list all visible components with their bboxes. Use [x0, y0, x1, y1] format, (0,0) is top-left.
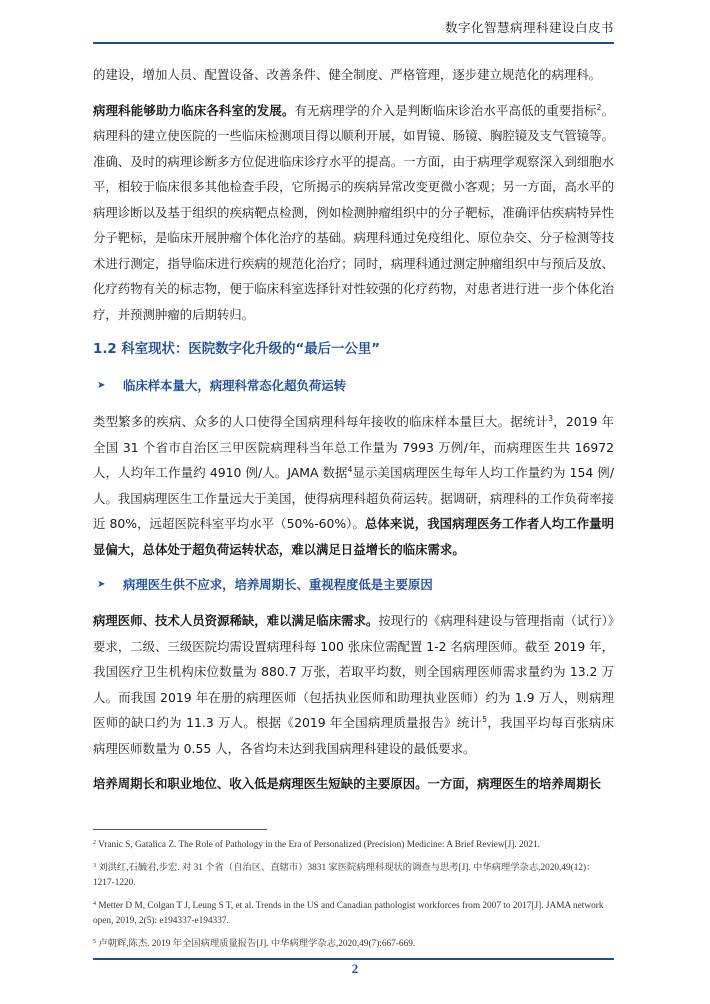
- footnote-ref: 2: [596, 102, 602, 112]
- section-heading: 1.2 科室现状：医院数字化升级的“最后一公里”: [93, 342, 381, 357]
- page-number: 2: [351, 961, 359, 976]
- page-body: [93, 62, 614, 807]
- footnote-item: $^4$ Metter D M, Colgan T J, Leung S T, et al. Trends in the US and Canadian pathologist workforces from 2007 to 2017[J]. JAMA network open, 2019, 2(5): e194337-e194337.: [93, 901, 604, 926]
- paragraph-lead-bold: 病理医师、技术人员资源稀缺，难以满足临床需求。: [93, 613, 379, 628]
- paragraph-causes: [93, 771, 614, 797]
- footnote-divider: [93, 829, 267, 830]
- footer-divider: [93, 958, 614, 960]
- paragraph-lead-bold: 病理科能够助力临床各科室的发展。: [93, 102, 295, 118]
- subsection-heading-workload: [93, 373, 614, 399]
- subsection-title: 病理医生供不应求，培养周期长、重视程度低是主要原因: [123, 577, 433, 592]
- footnotes: [93, 838, 614, 960]
- subsection-heading-shortage: [93, 572, 614, 598]
- subsection-title: 临床样本量大，病理科常态化超负荷运转: [123, 378, 347, 393]
- arrow-bullet-icon: ➤: [97, 579, 106, 590]
- footnote-item: $^2$ Vranic S, Gatalica Z. The Role of Pathology in the Era of Personalized (Precision) Medicine: A Brief Review[J]. 2021.: [93, 840, 540, 850]
- paragraph-lead-bold: 培养周期长和职业地位、收入低是病理医生短缺的主要原因。一方面，病理医生的培养周期长: [93, 776, 602, 791]
- footnote-ref: 4: [347, 465, 353, 474]
- paragraph-continuation: 的建设，增加人员、配置设备、改善条件、健全制度、严格管理，逐步建立规范化的病理科。: [93, 67, 602, 82]
- paragraph-conclusion-bold: 总体来说，我国病理医务工作者人均工作量明显偏大，总体处于超负荷运转状态，难以满足日益增长的临床需求。: [93, 516, 614, 557]
- document-header-title: 数字化智慧病理科建设白皮书: [444, 20, 614, 35]
- footnote-item: $^3$ 刘洪红,石毓君,步宏. 对 31 个省（自治区、直辖市）3831 家医院病理科现状的调查与思考[J]. 中华病理学杂志,2020,49(12)：1217-1220.: [93, 863, 596, 888]
- paragraph-shortage: 病理医师、技术人员资源稀缺，难以满足临床需求。按现行的《病理科建设与管理指南（试行）》要求，二级、三级医院均需设置病理科每 100 张床位需配置 1-2 名病理医师。截至 2019 年，我国医疗卫生机构床位数量为 880.7 万张，若取平均数，则全国病理医师需求量约为 13.2 万人。而我国 2019 年在册的病理医师（包括执业医师和助理执业医师）约为 1.9 万人，则病理医师的缺口约为 11.3 万人。根据《2019 年全国病理质量报告》统计$^5$，我国平均每百张病床病理医师数量为 0.55 人，各省均未达到我国病理科建设的最低要求。: [93, 613, 615, 756]
- paragraph-pathology-role: 病理科能够助力临床各科室的发展。有无病理学的介入是判断临床诊治水平高低的重要指标$^2$。病理科的建立使医院的一些临床检测项目得以顺利开展，如胃镜、肠镜、胸腔镜及支气管镜等。准确、及时的病理诊断多方位促进临床诊疗水平的提高。一方面，由于病理学观察深入到细胞水平，相较于临床很多其他检查手段，它所揭示的疾病异常改变更微小客观；另一方面，高水平的病理诊断以及基于组织的疾病靶点检测，例如检测肿瘤组织中的分子靶标，准确评估疾病特异性分子靶标，是临床开展肿瘤个体化治疗的基础。病理科通过免疫组化、原位杂交、分子检测等技术进行测定，指导临床进行疾病的规范化治疗；同时，病理科通过测定肿瘤组织中与预后及放、化疗药物有关的标志物，便于临床科室选择针对性较强的化疗药物，对患者进行进一步个体化治疗，并预测肿瘤的后期转归。: [93, 102, 615, 322]
- footnote-ref: 3: [548, 414, 553, 423]
- arrow-bullet-icon: ➤: [97, 380, 106, 391]
- footnote-ref: 5: [482, 715, 488, 724]
- paragraph-workload: 类型繁多的疾病、众多的人口使得全国病理科每年接收的临床样本量巨大。据统计$^3$，2019 年全国 31 个省市自治区三甲医院病理科当年总工作量为 7993 万例/年，而病理医生共 16972 人，人均年工作量约 4910 例/人。JAMA 数据$^4$显示美国病理医生每年人均工作量约为 154 例/人。我国病理医生工作量远大于美国，使得病理科超负荷运转。据调研，病理科的工作负荷率接近 80%，远超医院科室平均水平（50%-60%）。总体来说，我国病理医务工作者人均工作量明显偏大，总体处于超负荷运转状态，难以满足日益增长的临床需求。: [93, 414, 615, 557]
- header-divider: [93, 42, 614, 44]
- footnote-item: $^5$ 卢朝辉,陈杰. 2019 年全国病理质量报告[J]. 中华病理学杂志,2020,49(7):667-669.: [93, 939, 416, 949]
